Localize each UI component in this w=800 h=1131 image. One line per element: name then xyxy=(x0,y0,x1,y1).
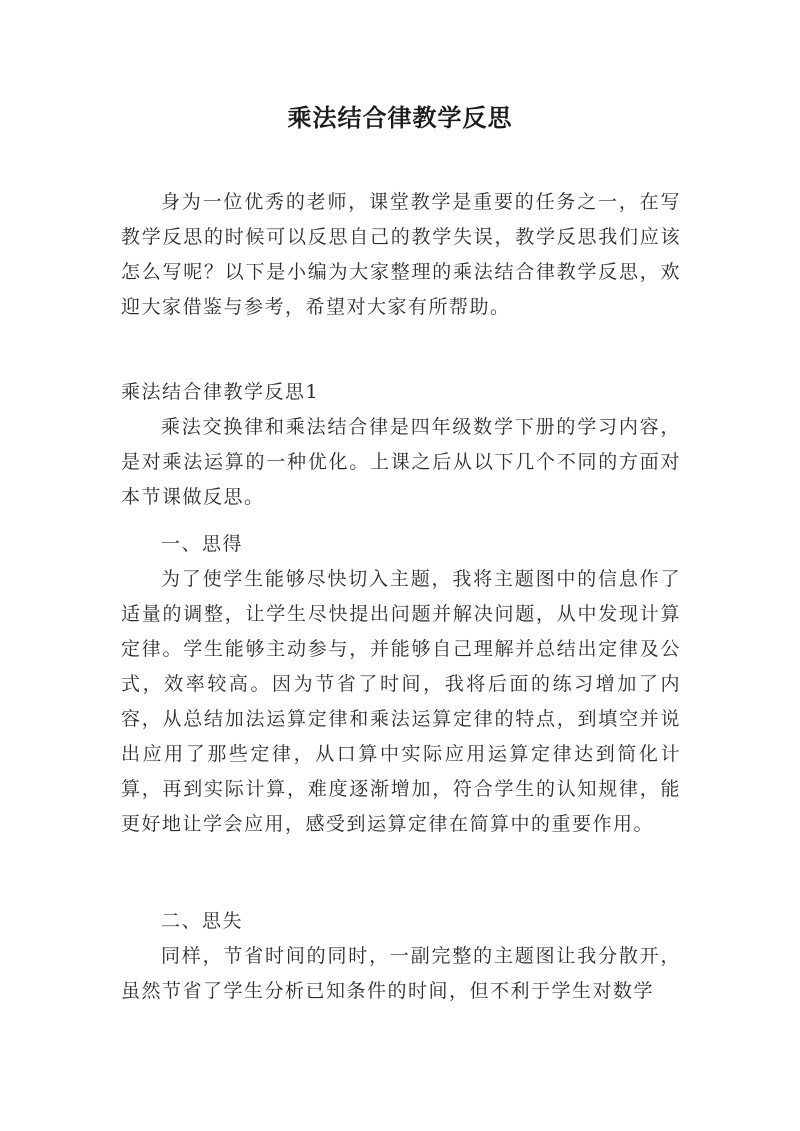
paragraph-gain: 为了使学生能够尽快切入主题，我将主题图中的信息作了适量的调整，让学生尽快提出问题并解决问题，从中发现计算定律。学生能够主动参与，并能够自己理解并总结出定律及公式，效率较高。因为节省了时间，我将后面的练习增加了内容，从总结加法运算定律和乘法运算定律的特点，到填空并说出应用了那些定律，从口算中实际应用运算定律达到简化计算，再到实际计算，难度逐渐增加，符合学生的认知规律，能更好地让学会应用，感受到运算定律在简算中的重要作用。 xyxy=(121,568,681,835)
subheading-loss: 二、思失 xyxy=(161,910,244,932)
paragraph-loss: 同样，节省时间的同时，一副完整的主题图让我分散开，虽然节省了学生分析已知条件的时间，但不利于学生对数学 xyxy=(121,945,681,1002)
intro-paragraph: 身为一位优秀的老师，课堂教学是重要的任务之一，在写教学反思的时候可以反思自己的教学失误，教学反思我们应该怎么写呢？以下是小编为大家整理的乘法结合律教学反思，欢迎大家借鉴与参考，希望对大家有所帮助。 xyxy=(121,191,681,318)
subheading-gain: 一、思得 xyxy=(161,533,244,555)
document-title: 乘法结合律教学反思 xyxy=(287,103,513,132)
section-paragraph: 乘法交换律和乘法结合律是四年级数学下册的学习内容，是对乘法运算的一种优化。上课之后从以下几个不同的方面对本节课做反思。 xyxy=(121,416,681,508)
section-heading: 乘法结合律教学反思1 xyxy=(121,381,320,403)
